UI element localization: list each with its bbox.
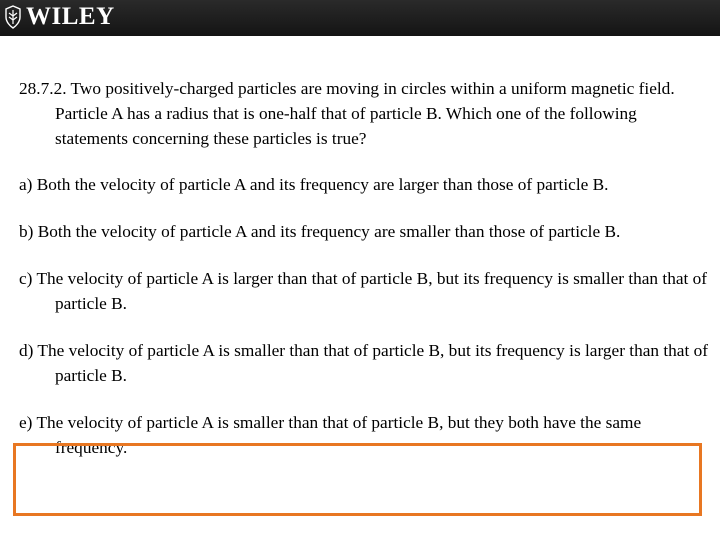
question-content [19,76,709,482]
option-b[interactable] [19,219,709,244]
option-c[interactable] [19,266,709,316]
option-a[interactable] [19,172,709,197]
option-text: Both the velocity of particle A and its frequency are smaller than those of particle B. [37,222,621,241]
question-text [19,76,709,151]
correct-answer-highlight [13,443,702,516]
wiley-logo [4,2,115,32]
option-text: The velocity of particle A is larger than that of particle B, but its frequency is smaller than that of particle B. [36,269,708,313]
option-label: b) [19,222,34,241]
option-label: c) [19,269,33,288]
question-number: 28.7.2. [19,79,67,98]
option-text: The velocity of particle A is smaller than that of particle B, but its frequency is larger than that of particle B. [37,341,708,385]
question-body: Two positively-charged particles are moving in circles within a uniform magnetic field. Particle A has a radius that is one-half that of particle B. Which one of the following statements concerning these particles is true? [55,79,675,148]
wiley-logo-text: WILEY [26,3,115,30]
option-text: Both the velocity of particle A and its frequency are larger than those of particle B. [36,175,609,194]
wiley-crest-icon [4,5,22,29]
option-label: d) [19,341,34,360]
option-text: The velocity of particle A is smaller than that of particle B, but they both have the same frequency. [36,413,642,457]
header-bar [0,0,720,36]
option-d[interactable] [19,338,709,388]
option-label: a) [19,175,33,194]
option-label: e) [19,413,33,432]
